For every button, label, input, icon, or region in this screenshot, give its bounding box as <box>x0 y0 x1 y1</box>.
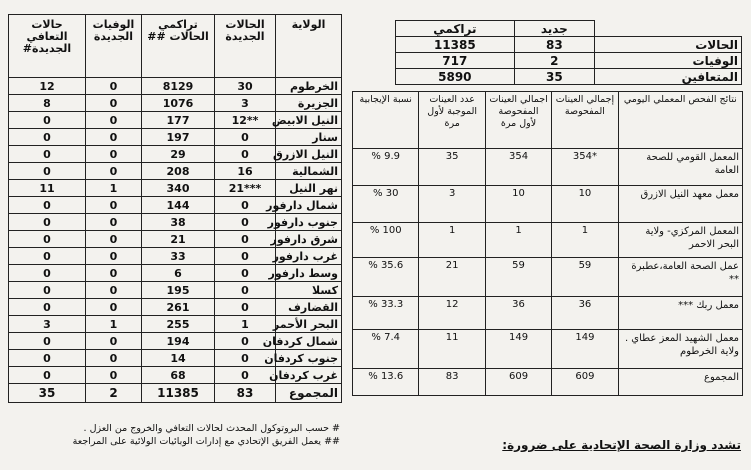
state-cumulative: 255 <box>142 316 215 333</box>
lab-rate: 13.6 % <box>353 369 419 396</box>
state-new-deaths: 0 <box>86 163 142 180</box>
summary-new: 35 <box>514 69 594 85</box>
state-recovered: 0 <box>9 265 86 282</box>
state-cumulative: 68 <box>142 367 215 384</box>
lab-body <box>353 149 743 396</box>
state-new-deaths: 0 <box>86 282 142 299</box>
state-recovered: 0 <box>9 367 86 384</box>
state-name: وسط دارفور <box>276 265 342 282</box>
state-recovered: 8 <box>9 95 86 112</box>
state-name: الجزيرة <box>276 95 342 112</box>
state-recovered: 0 <box>9 299 86 316</box>
state-row <box>9 95 342 112</box>
state-cumulative: 1076 <box>142 95 215 112</box>
total-label: المجموع <box>276 384 342 403</box>
lab-first-time: 609 <box>485 369 551 396</box>
lab-row <box>353 258 743 297</box>
summary-label: الحالات <box>595 37 742 53</box>
lab-name: عمل الصحة العامة،عطبرة ** <box>618 258 742 297</box>
state-name: غرب دارفور <box>276 248 342 265</box>
state-new-deaths: 1 <box>86 316 142 333</box>
state-name: كسلا <box>276 282 342 299</box>
state-row <box>9 197 342 214</box>
state-name: شرق دارفور <box>276 231 342 248</box>
total-cum: 11385 <box>142 384 215 403</box>
summary-label: المتعافين <box>595 69 742 85</box>
state-new-deaths: 1 <box>86 180 142 197</box>
state-cumulative: 29 <box>142 146 215 163</box>
state-row <box>9 333 342 350</box>
lab-name: المعمل المركزي- ولاية البحر الاحمر <box>618 223 742 258</box>
state-new-deaths: 0 <box>86 78 142 95</box>
state-cumulative: 21 <box>142 231 215 248</box>
state-recovered: 0 <box>9 282 86 299</box>
state-new-deaths: 0 <box>86 112 142 129</box>
header-state: الولاية <box>276 15 342 78</box>
state-recovered: 0 <box>9 248 86 265</box>
lab-name: معمل الشهيد المعز عطاي . ولاية الخرطوم <box>618 330 742 369</box>
state-new-cases: 0 <box>215 248 276 265</box>
state-cumulative: 6 <box>142 265 215 282</box>
lab-rate: 7.4 % <box>353 330 419 369</box>
state-new-cases: ***21 <box>215 180 276 197</box>
state-new-cases: 0 <box>215 265 276 282</box>
state-row <box>9 78 342 95</box>
state-name: القضارف <box>276 299 342 316</box>
state-new-cases: 0 <box>215 367 276 384</box>
lab-rate: 9.9 % <box>353 149 419 186</box>
lab-row <box>353 369 743 396</box>
state-new-deaths: 0 <box>86 265 142 282</box>
state-row <box>9 350 342 367</box>
summary-row <box>396 53 742 69</box>
total-rec: 35 <box>9 384 86 403</box>
state-row <box>9 248 342 265</box>
state-row <box>9 282 342 299</box>
state-name: نهر النيل <box>276 180 342 197</box>
footnotes <box>10 422 340 448</box>
state-new-deaths: 0 <box>86 299 142 316</box>
lab-name: المعمل القومي للصحة العامة <box>618 149 742 186</box>
state-name: شمال كردفان <box>276 333 342 350</box>
state-row <box>9 129 342 146</box>
state-cumulative: 208 <box>142 163 215 180</box>
state-new-cases: 30 <box>215 78 276 95</box>
footnote-1: # حسب البروتوكول المحدث لحالات التعافي والخروج من العزل . <box>83 423 340 434</box>
state-name: الخرطوم <box>276 78 342 95</box>
lab-total-samples: 609 <box>552 369 618 396</box>
state-recovered: 0 <box>9 350 86 367</box>
state-new-deaths: 0 <box>86 231 142 248</box>
header-recovered: حالات التعافي الجديدة# <box>9 15 86 78</box>
footnote-2: ## يعمل الفريق الإتحادي مع إدارات الوبائيات الولائية على المراجعة <box>72 436 340 447</box>
state-row <box>9 146 342 163</box>
state-cumulative: 195 <box>142 282 215 299</box>
lab-row <box>353 297 743 330</box>
state-new-cases: 3 <box>215 95 276 112</box>
state-cumulative: 144 <box>142 197 215 214</box>
footer-heading: تشدد وزارة الصحة الإتحادية على ضرورة: <box>502 438 741 452</box>
state-name: شمال دارفور <box>276 197 342 214</box>
lab-header-row <box>353 92 743 149</box>
lab-rate: 100 % <box>353 223 419 258</box>
state-new-cases: 0 <box>215 129 276 146</box>
lab-name: معمل معهد النيل الازرق <box>618 186 742 223</box>
state-new-deaths: 0 <box>86 350 142 367</box>
lab-rate: 30 % <box>353 186 419 223</box>
states-total-row <box>9 384 342 403</box>
state-new-cases: **12 <box>215 112 276 129</box>
lab-first-time: 36 <box>485 297 551 330</box>
state-recovered: 0 <box>9 197 86 214</box>
state-cumulative: 177 <box>142 112 215 129</box>
state-row <box>9 367 342 384</box>
state-cumulative: 14 <box>142 350 215 367</box>
lab-row <box>353 223 743 258</box>
lab-total-samples: 59 <box>552 258 618 297</box>
lab-header-lab: نتائج الفحص المعملي اليومي <box>618 92 742 149</box>
state-new-cases: 0 <box>215 214 276 231</box>
lab-row <box>353 330 743 369</box>
summary-new: 83 <box>514 37 594 53</box>
state-cumulative: 8129 <box>142 78 215 95</box>
lab-positive: 3 <box>419 186 485 223</box>
lab-header-rate: نسبة الإيجابية <box>353 92 419 149</box>
total-dead: 2 <box>86 384 142 403</box>
lab-positive: 11 <box>419 330 485 369</box>
state-new-cases: 0 <box>215 282 276 299</box>
state-row <box>9 316 342 333</box>
state-new-deaths: 0 <box>86 367 142 384</box>
state-cumulative: 261 <box>142 299 215 316</box>
state-recovered: 0 <box>9 333 86 350</box>
lab-header-positive: عدد العينات الموجبة لأول مرة <box>419 92 485 149</box>
summary-header-row <box>396 21 742 37</box>
lab-positive: 12 <box>419 297 485 330</box>
state-new-deaths: 0 <box>86 214 142 231</box>
state-new-cases: 0 <box>215 146 276 163</box>
summary-cum: 717 <box>396 53 515 69</box>
states-table <box>8 14 342 403</box>
state-row <box>9 265 342 282</box>
summary-header-cum: تراكمي <box>396 21 515 37</box>
lab-total-samples: 149 <box>552 330 618 369</box>
state-new-cases: 16 <box>215 163 276 180</box>
summary-new: 2 <box>514 53 594 69</box>
lab-name: معمل ربك *** <box>618 297 742 330</box>
state-recovered: 0 <box>9 112 86 129</box>
state-row <box>9 163 342 180</box>
header-cumulative: تراكمي الحالات ## <box>142 15 215 78</box>
state-recovered: 0 <box>9 163 86 180</box>
state-new-deaths: 0 <box>86 248 142 265</box>
state-cumulative: 194 <box>142 333 215 350</box>
states-header-row <box>9 15 342 78</box>
state-row <box>9 299 342 316</box>
lab-row <box>353 186 743 223</box>
lab-rate: 33.3 % <box>353 297 419 330</box>
state-row <box>9 231 342 248</box>
lab-row <box>353 149 743 186</box>
lab-rate: 35.6 % <box>353 258 419 297</box>
lab-total-samples: 1 <box>552 223 618 258</box>
state-name: جنوب دارفور <box>276 214 342 231</box>
state-recovered: 0 <box>9 129 86 146</box>
state-new-cases: 0 <box>215 350 276 367</box>
state-name: الشمالية <box>276 163 342 180</box>
state-recovered: 12 <box>9 78 86 95</box>
state-recovered: 3 <box>9 316 86 333</box>
summary-label: الوفيات <box>595 53 742 69</box>
state-recovered: 0 <box>9 214 86 231</box>
state-new-deaths: 0 <box>86 146 142 163</box>
state-recovered: 0 <box>9 146 86 163</box>
lab-first-time: 59 <box>485 258 551 297</box>
state-name: سنار <box>276 129 342 146</box>
lab-first-time: 354 <box>485 149 551 186</box>
lab-positive: 83 <box>419 369 485 396</box>
lab-first-time: 10 <box>485 186 551 223</box>
state-cumulative: 197 <box>142 129 215 146</box>
summary-header-new: جديد <box>514 21 594 37</box>
state-new-cases: 0 <box>215 197 276 214</box>
header-new-cases: الحالات الجديدة <box>215 15 276 78</box>
state-new-cases: 0 <box>215 231 276 248</box>
lab-first-time: 1 <box>485 223 551 258</box>
state-cumulative: 340 <box>142 180 215 197</box>
summary-cum: 5890 <box>396 69 515 85</box>
lab-name: المجموع <box>618 369 742 396</box>
state-name: البحر الأحمر <box>276 316 342 333</box>
lab-total-samples: 36 <box>552 297 618 330</box>
state-new-deaths: 0 <box>86 333 142 350</box>
state-name: غرب كردفان <box>276 367 342 384</box>
state-cumulative: 38 <box>142 214 215 231</box>
summary-cum: 11385 <box>396 37 515 53</box>
state-new-cases: 1 <box>215 316 276 333</box>
lab-total-samples: *354 <box>552 149 618 186</box>
state-name: النيل الازرق <box>276 146 342 163</box>
summary-table <box>395 20 742 85</box>
summary-corner <box>595 21 742 37</box>
state-recovered: 0 <box>9 231 86 248</box>
lab-positive: 1 <box>419 223 485 258</box>
state-new-cases: 0 <box>215 299 276 316</box>
header-new-deaths: الوفيات الجديدة <box>86 15 142 78</box>
summary-row <box>396 37 742 53</box>
state-cumulative: 33 <box>142 248 215 265</box>
lab-total-samples: 10 <box>552 186 618 223</box>
state-row <box>9 112 342 129</box>
state-name: جنوب كردفان <box>276 350 342 367</box>
state-recovered: 11 <box>9 180 86 197</box>
state-new-cases: 0 <box>215 333 276 350</box>
lab-first-time: 149 <box>485 330 551 369</box>
total-new: 83 <box>215 384 276 403</box>
state-name: النيل الابيض <box>276 112 342 129</box>
state-row <box>9 180 342 197</box>
lab-results-table <box>352 91 743 396</box>
states-body <box>9 78 342 384</box>
lab-header-first: اجمالي العينات المفحوصة لأول مرة <box>485 92 551 149</box>
state-new-deaths: 0 <box>86 95 142 112</box>
lab-positive: 21 <box>419 258 485 297</box>
lab-header-total: إجمالي العينات المفحوصة <box>552 92 618 149</box>
state-new-deaths: 0 <box>86 129 142 146</box>
lab-positive: 35 <box>419 149 485 186</box>
state-new-deaths: 0 <box>86 197 142 214</box>
summary-row <box>396 69 742 85</box>
state-row <box>9 214 342 231</box>
